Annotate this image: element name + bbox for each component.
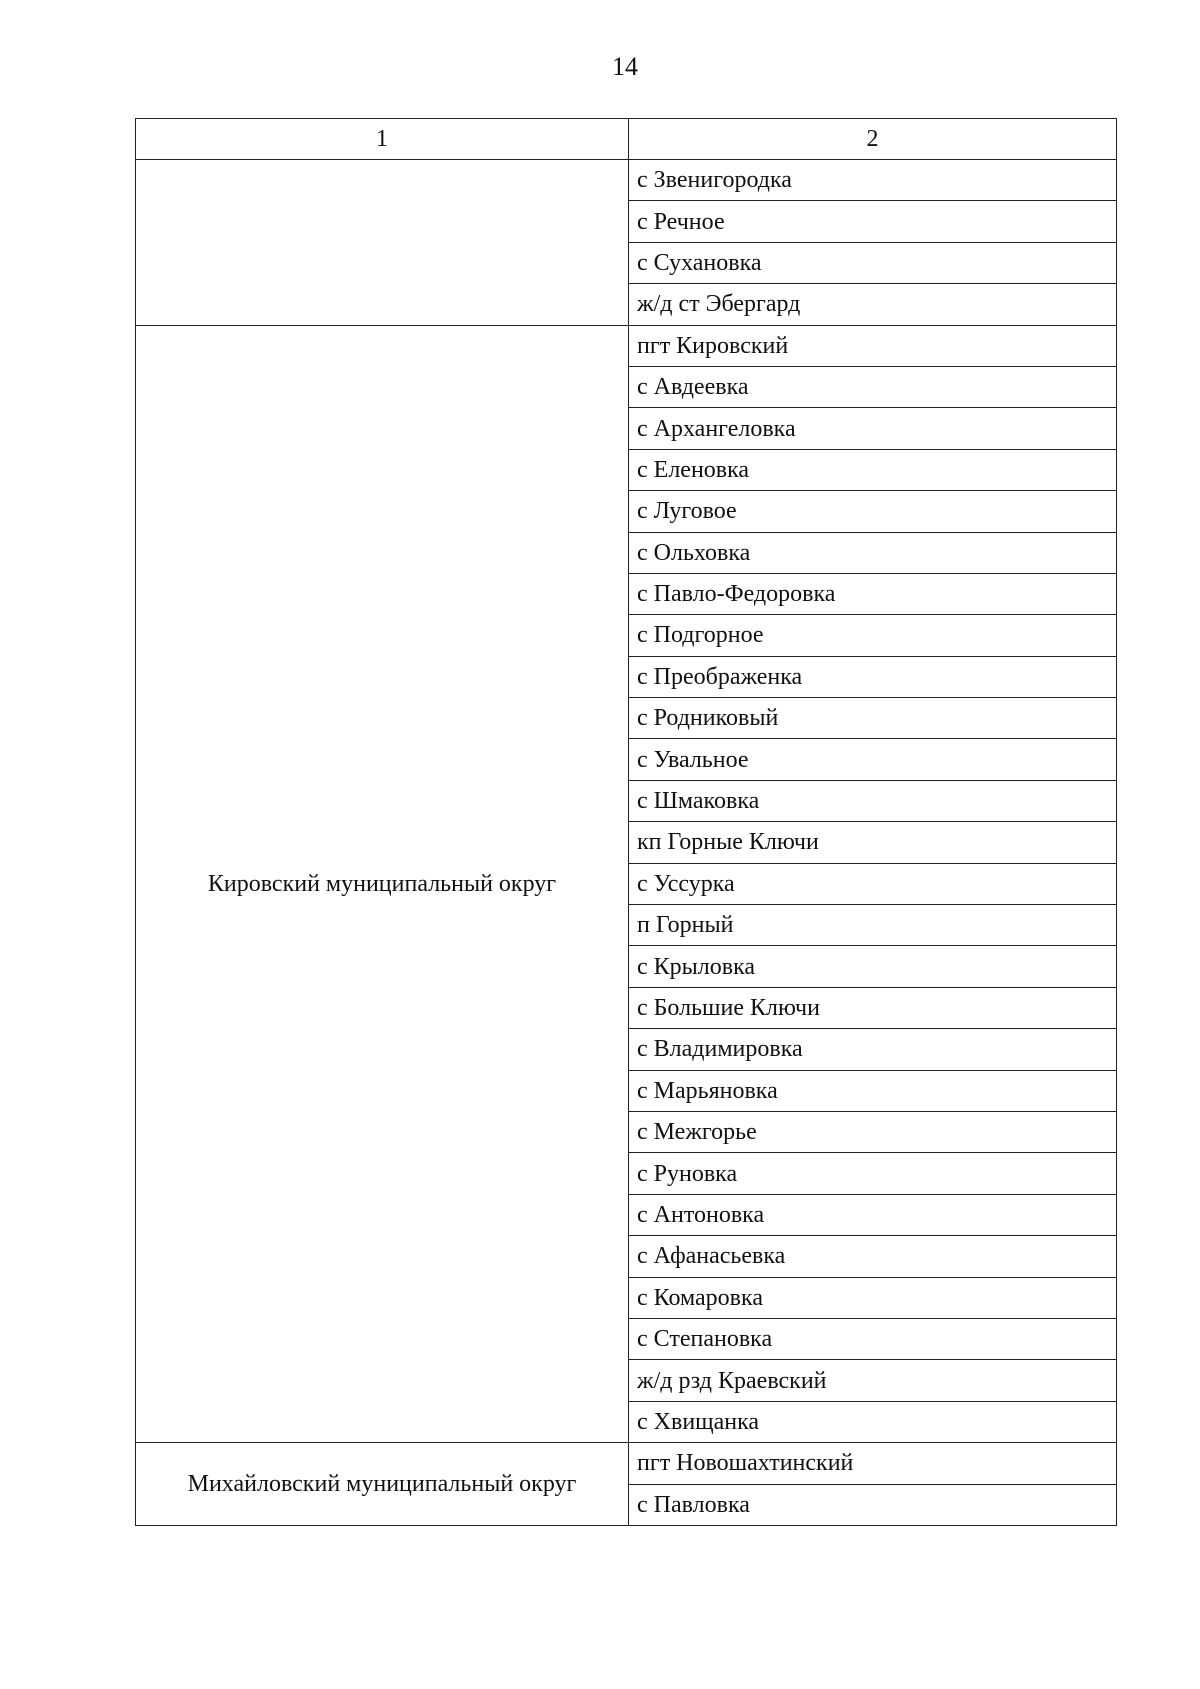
column-header-2: 2 [629,119,1117,160]
settlement-cell: с Шмаковка [629,780,1117,821]
settlement-cell: с Родниковый [629,698,1117,739]
settlement-cell: пгт Новошахтинский [629,1443,1117,1484]
settlement-cell: пгт Кировский [629,325,1117,366]
district-cell [136,160,629,326]
settlement-cell: с Архангеловка [629,408,1117,449]
district-cell: Кировский муниципальный округ [136,325,629,1443]
settlement-cell: с Крыловка [629,946,1117,987]
settlement-cell: с Марьяновка [629,1070,1117,1111]
settlement-cell: с Степановка [629,1318,1117,1359]
settlement-cell: с Комаровка [629,1277,1117,1318]
settlement-cell: кп Горные Ключи [629,822,1117,863]
settlement-cell: ж/д ст Эбергард [629,284,1117,325]
settlement-cell: с Павловка [629,1484,1117,1525]
settlement-cell: с Увальное [629,739,1117,780]
page-number: 14 [612,52,638,81]
settlement-cell: с Межгорье [629,1111,1117,1152]
settlement-cell: с Афанасьевка [629,1236,1117,1277]
settlement-cell: с Большие Ключи [629,987,1117,1028]
settlement-cell: с Сухановка [629,242,1117,283]
settlement-cell: с Речное [629,201,1117,242]
settlement-cell: с Ольховка [629,532,1117,573]
settlement-cell: с Звенигородка [629,160,1117,201]
settlement-cell: с Еленовка [629,449,1117,490]
settlement-cell: с Подгорное [629,615,1117,656]
table-body [136,119,1117,1526]
settlement-cell: с Уссурка [629,863,1117,904]
settlement-cell: с Авдеевка [629,366,1117,407]
table-header-row [136,119,1117,160]
settlement-cell: п Горный [629,905,1117,946]
table-row [136,160,1117,201]
settlement-cell: с Антоновка [629,1194,1117,1235]
settlement-cell: с Руновка [629,1153,1117,1194]
settlement-cell: ж/д рзд Краевский [629,1360,1117,1401]
settlement-cell: с Владимировка [629,1029,1117,1070]
column-header-1: 1 [136,119,629,160]
district-cell: Михайловский муниципальный округ [136,1443,629,1526]
settlement-cell: с Хвищанка [629,1401,1117,1442]
settlements-table [135,118,1117,1526]
table-row [136,325,1117,366]
settlement-cell: с Преображенка [629,656,1117,697]
table-row [136,1443,1117,1484]
settlement-cell: с Луговое [629,491,1117,532]
settlement-cell: с Павло-Федоровка [629,573,1117,614]
